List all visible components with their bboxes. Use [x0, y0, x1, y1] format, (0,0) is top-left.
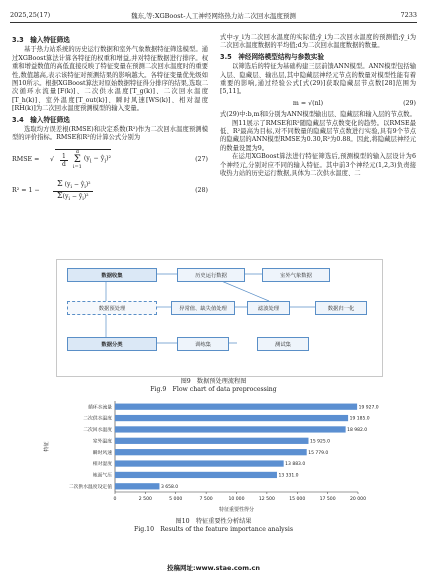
equation-number: (27) — [195, 155, 208, 163]
flow-data-collect: 数据收集 — [67, 268, 157, 282]
flow-partition: 数据分类 — [67, 337, 157, 351]
data-label: 19 185.0 — [349, 416, 370, 422]
x-tick-label: 20 000 — [349, 497, 367, 502]
x-tick-label: 2 500 — [138, 497, 152, 502]
figure-10-caption — [0, 518, 427, 534]
y-tick-label: 室外温度 — [92, 439, 112, 445]
x-tick-label: 12 500 — [258, 497, 275, 502]
data-label: 19 927.0 — [358, 405, 379, 411]
equation-lhs: R² = 1 − — [12, 186, 40, 194]
page-header — [10, 8, 417, 23]
page-number: 7233 — [400, 11, 417, 19]
flow-weather-data: 室外气象数据 — [262, 268, 330, 282]
section-heading-3-4: 3.4 输入特征筛选 — [12, 115, 70, 124]
flowchart-data-preprocessing — [56, 259, 383, 377]
equation-body: Σ ($y_i$ − $ŷ_i)^2$ $\Sigma(y_i$ − $ȳ_i)^2$ — [50, 179, 188, 203]
paragraph: 图11展示了RMSE和R²随隐藏层节点数变化的趋势。以RMSE最低、R²最高为目标,对不同数量的隐藏层节点数进行实验,具有9个节点的隐藏层的ANN模型RMSE为0.30,R²为0.88。因此,将隐藏层神经元的数量设置为9。 — [220, 119, 416, 152]
flow-train-set: 训练集 — [177, 337, 229, 351]
data-label: 13 883.0 — [285, 462, 306, 468]
equation-lhs: RMSE = — [12, 155, 40, 163]
bar — [115, 449, 307, 455]
x-tick-label: 0 — [113, 497, 117, 502]
bar — [115, 415, 348, 421]
caption-cn: 图9 数据预处理流程图 — [180, 378, 247, 385]
equation-hidden-nodes — [220, 100, 416, 108]
x-tick-label: 15 000 — [289, 497, 306, 502]
y-tick-label: 二次供水温度 — [83, 416, 112, 422]
submission-url: 投稿网址:www.stae.com.cn — [167, 564, 260, 572]
x-tick-label: 7 500 — [199, 497, 213, 502]
bar — [115, 472, 277, 478]
y-axis-title: 特征 — [44, 441, 50, 452]
paragraph: 式中:y_i为二次回水温度的实际值;ŷ_i为二次回水温度的预测值;ȳ_i为二次回水温度数据的平均值;d为二次回水温度数据的数量。 — [220, 34, 416, 50]
equation-rmse — [12, 149, 208, 171]
bar — [115, 460, 284, 466]
equation-r2 — [12, 179, 208, 203]
data-label: 13 331.0 — [278, 473, 299, 479]
section-heading-3-3: 3.3 输入特征筛选 — [12, 36, 70, 44]
bar — [115, 426, 346, 432]
paragraph: 式(29)中:b,m和l分别为ANN模型输出层、隐藏层和输入层的节点数。 — [220, 111, 416, 119]
data-label: 3 658.0 — [160, 484, 179, 490]
equation-body: m = √(nl) — [292, 99, 324, 107]
paragraph: 以筛选后的特征为基础构建三层前馈ANN模型。ANN模型包括输入层、隐藏层、输出层,其中隐藏层神经元节点的数量对模型性能有着重要的影响,通过经验公式[式(29)]获取隐藏层节点数[28]范围为[5,11]。 — [220, 63, 416, 96]
data-label: 15 925.0 — [309, 439, 331, 445]
flow-test-set: 测试集 — [257, 337, 309, 351]
data-label: 18 982.0 — [347, 428, 368, 434]
flow-historical-data: 历史运行数据 — [177, 268, 245, 282]
running-title: 魏东,等:XGBoost-人工神经网络热力站二次回水温度预测 — [131, 11, 296, 20]
flow-preprocess: 数据预处理 — [67, 301, 157, 315]
caption-en: Fig.9 Flow chart of data preprocessing — [150, 386, 277, 393]
flow-filter: 滤波处理 — [247, 301, 290, 315]
left-column — [12, 34, 208, 206]
y-tick-label: 瞬时风速 — [92, 450, 112, 456]
equation-number: (28) — [195, 186, 208, 194]
journal-volume: 2025,25(17) — [10, 11, 51, 19]
paragraph: 选取均方误差根(RMSE)和决定系数(R²)作为二次回水温度预测模型的评价指标。RMSE和R²的计算公式分别为 — [12, 126, 208, 142]
flow-anomaly: 异常值、缺失值处理 — [171, 301, 235, 315]
figure-9-caption — [0, 378, 427, 394]
equation-body: √ $\frac{1}{d}$ d Σ i=1 ($y_i$ − $ŷ_i)^2$ — [50, 148, 112, 171]
x-axis-title: 特征重要性得分 — [218, 507, 255, 513]
y-tick-label: 二次供水温度设定值 — [68, 484, 112, 490]
feature-importance-chart — [40, 397, 387, 515]
chart-svg — [40, 397, 387, 515]
caption-cn: 图10 特征重要性分析结果 — [175, 518, 252, 525]
data-label: 15 779.0 — [308, 450, 329, 456]
bar — [115, 404, 357, 410]
right-column — [220, 34, 416, 179]
flow-normalize: 数据归一化 — [315, 301, 367, 315]
equation-number: (29) — [403, 99, 416, 107]
x-tick-label: 5 000 — [169, 497, 183, 502]
section-heading-3-5: 3.5 神经网络模型结构与参数实验 — [220, 52, 324, 61]
x-tick-label: 10 000 — [228, 497, 245, 502]
y-tick-label: 地面气压 — [92, 473, 112, 479]
y-tick-label: 循环水流量 — [88, 405, 112, 411]
x-tick-label: 17 500 — [319, 497, 336, 502]
paragraph: 基于热力站系统的历史运行数据和室外气象数据特征筛选模型。通过XGBoost算法计算各特征的权重和增益,并对特征数据进行排序。权重和增益数值的高低直接反映了特征变量在预测二次回水温度时的重要性,数值越高,表示该特征对预测结果的影响越大。各特征变量优先级如图10所示。根据XGBoost算法对原始数据特征得分排序的结果,选取二次循环水流量[F(k)]、二次供水温度[T_g(k)]、二次回水温度[T_h(k)]、室外温度[T_out(k)]、瞬时风速[WS(k)]、相对湿度[RH(k)]为二次回水温度预测模型的输入变量。 — [12, 46, 208, 113]
bar — [115, 483, 159, 489]
y-tick-label: 二次回水温度 — [83, 428, 112, 434]
bar — [115, 438, 308, 444]
paragraph: 在运用XGBoost算法进行特征筛选后,预测模型的输入层设计为6个神经元,分别对应不同的输入特征。其中前3个神经元(1,2,3)负责接收热力站的历史运行数据,具体为二次供水温度、二 — [220, 153, 416, 178]
caption-en: Fig.10 Results of the feature importance analysis — [133, 526, 294, 533]
y-tick-label: 相对湿度 — [92, 462, 112, 468]
